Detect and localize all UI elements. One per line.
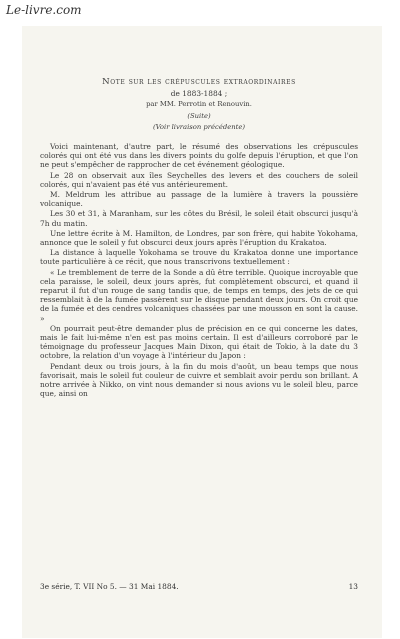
paragraph: Pendant deux ou trois jours, à la fin du mois d'août, un beau temps que nous favorisait, mais le soleil fut couleur de cuivre et semblait avoir perdu son brillant. A notre arrivée à Nikko, on vint nous demander si nous avions vu le soleil bleu, parce que, ainsi on [40,361,358,399]
paragraph: La distance à laquelle Yokohama se trouve du Krakatoa donne une importance toute particulière à ce récit, que nous transcrivons textuellement : [40,248,358,267]
paragraph: Une lettre écrite à M. Hamilton, de Londres, par son frère, qui habite Yokohama, annonce que le soleil y fut obscurci deux jours après l'éruption du Krakatoa. [40,228,358,248]
continued-note: (Suite) [187,111,211,120]
article-body [40,78,358,400]
paragraph: Voici maintenant, d'autre part, le résumé des observations les crépuscules colorés qui ont été vus dans les divers points du golfe depuis l'éruption, et que l'on ne peut s'empêcher de rapprocher de cet événement géologique. [40,142,358,170]
page-number: 13 [348,582,358,591]
site-watermark: Le-livre.com [6,3,82,17]
article-title: Note sur les crépuscules extraordinaires [102,77,296,87]
paragraph: « Le tremblement de terre de la Sonde a dû être terrible. Quoique incroyable que cela paraisse, le soleil, deux jours après, fut complètement obscurci, et quand il reparut il fut d'un rouge de sang tandis que, de temps en temps, des jets de ce qui ressemblait à de la fumée passèrent sur le disque pendant deux jours. On croit que de la fumée et des cendres volcaniques chassées par une mousson en sont la cause. » [40,267,358,323]
scanned-page [22,26,382,638]
paragraph: M. Meldrum les attribue au passage de la lumière à travers la poussière volcanique. [40,190,358,209]
see-previous-note: (Voir livraison précédente) [153,122,245,131]
article-authors: par MM. Perrotin et Renouvin. [146,100,252,109]
paragraph: Les 30 et 31, à Maranham, sur les côtes du Brésil, le soleil était obscurci jusqu'à 7h du matin. [40,209,358,228]
article-date-line: de 1883-1884 ; [170,89,228,99]
series-line: 3e série, T. VII No 5. — 31 Mai 1884. [40,582,179,591]
paragraph: Le 28 on observait aux îles Seychelles des levers et des couchers de soleil colorés, qui n'avaient pas été vus antérieurement. [40,170,358,189]
paragraph: On pourrait peut-être demander plus de précision en ce qui concerne les dates, mais le fait lui-même n'en est pas moins certain. Il est d'ailleurs corroboré par le témoignage du professeur Jacques Main Dixon, qui était de Tokio, à la date du 3 octobre, la relation d'un voyage à l'intérieur du Japon : [40,323,358,361]
page-footer [40,582,358,591]
